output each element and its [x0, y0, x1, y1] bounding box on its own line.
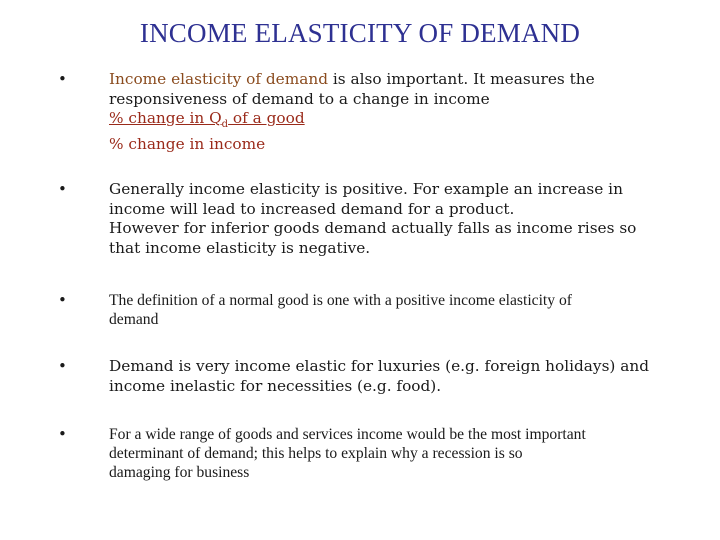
bullet-line: For a wide range of goods and services income would be the most important — [109, 426, 586, 443]
bullet-text — [109, 357, 669, 396]
bullet-text — [109, 425, 669, 482]
formula-numerator-text: % change in Q — [109, 109, 222, 127]
bullet-line: that income elasticity is negative. — [109, 238, 371, 257]
bullet-line: The definition of a normal good is one with a positive income elasticity of — [109, 292, 572, 309]
bullet-marker: • — [58, 357, 67, 375]
bullet-line: income inelastic for necessities (e.g. food). — [109, 376, 442, 395]
bullet-line: responsiveness of demand to a change in income — [109, 89, 490, 108]
highlighted-term: Income elasticity of demand — [109, 70, 329, 88]
bullet-line-rest: is also important. It measures the — [328, 70, 595, 88]
bullet-line: However for inferior goods demand actually falls as income rises so — [109, 219, 637, 237]
formula-numerator-suffix: of a good — [228, 109, 305, 127]
bullet-line — [109, 70, 669, 90]
bullet-line: Demand is very income elastic for luxuries (e.g. foreign holidays) and — [109, 357, 650, 375]
bullet-text — [109, 180, 669, 258]
bullet-line: damaging for business — [109, 464, 250, 481]
slide-title: INCOME ELASTICITY OF DEMAND — [139, 18, 581, 48]
bullet-marker: • — [58, 425, 67, 443]
bullet-line: income will lead to increased demand for a product. — [109, 199, 515, 218]
bullet-marker: • — [58, 180, 67, 198]
bullet-marker: • — [58, 70, 67, 88]
bullet-marker: • — [58, 291, 67, 309]
bullet-line: Generally income elasticity is positive. For example an increase in — [109, 180, 623, 198]
formula-numerator — [109, 109, 669, 135]
bullet-text — [109, 70, 669, 154]
formula-numerator-subscript: d — [221, 119, 229, 131]
formula-denominator: % change in income — [109, 134, 266, 153]
bullet-line: determinant of demand; this helps to explain why a recession is so — [109, 445, 523, 462]
bullet-line: demand — [109, 311, 159, 328]
bullet-text — [109, 291, 669, 329]
